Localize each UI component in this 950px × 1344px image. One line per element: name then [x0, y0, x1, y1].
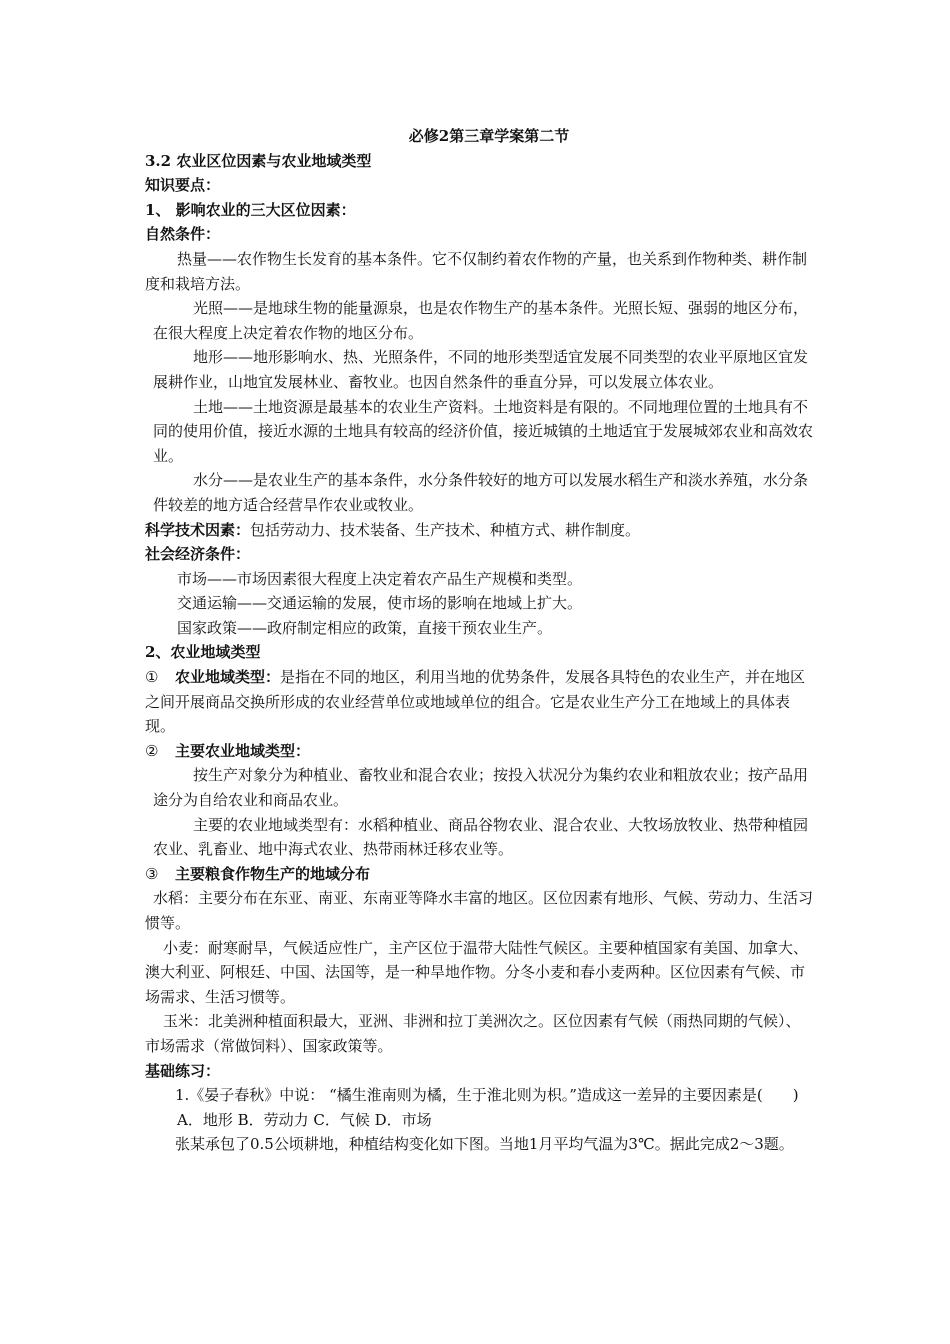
question-1: 1.《晏子春秋》中说： “橘生淮南则为橘，生于淮北则为枳。”造成这一差异的主要因素是( ): [175, 1086, 799, 1105]
question-2-intro: 张某承包了0.5公顷耕地，种植结构变化如下图。当地1月平均气温为3℃。据此完成2～3题。: [175, 1135, 794, 1154]
main-types-heading: [145, 739, 813, 764]
knowledge-heading: 知识要点：: [145, 176, 221, 195]
land-paragraph: 土地——土地资源是最基本的农业生产资料。土地资料是有限的。不同地理位置的土地具有不同的使用价值，接近水源的土地具有较高的经济价值，接近城镇的土地适宜于发展城郊农业和高效农业。: [153, 397, 814, 465]
rice-paragraph: 水稻：主要分布在东亚、南亚、东南亚等降水丰富的地区。区位因素有地形、气候、劳动力、生活习惯等。: [145, 889, 814, 932]
circle-one-marker: ①: [145, 668, 159, 687]
market-line: 市场——市场因素很大程度上决定着农产品生产规模和类型。: [177, 569, 583, 588]
grain-label: 主要粮食作物生产的地域分布: [175, 864, 371, 883]
agri-type-text: 是指在不同的地区，利用当地的优势条件，发展各具特色的农业生产，并在地区之间开展商品交换所形成的农业经营单位或地域单位的组合。它是农业生产分工在地域上的具体表现。: [145, 668, 806, 736]
question-1-options: A．地形 B．劳动力 C．气候 D．市场: [177, 1110, 432, 1129]
policy-line: 国家政策——政府制定相应的政策，直接干预农业生产。: [177, 618, 553, 637]
main-types-label: 主要农业地域类型：: [175, 741, 311, 760]
tech-paragraph: [145, 518, 813, 543]
document-body: [145, 124, 813, 1157]
section1-heading: 1、 影响农业的三大区位因素：: [145, 200, 356, 219]
agri-type-definition: [145, 665, 813, 739]
tech-label: 科学技术因素：: [145, 520, 251, 539]
section2-heading: 2、农业地域类型: [145, 643, 261, 662]
practice-heading: 基础练习：: [145, 1061, 221, 1080]
wheat-paragraph: 小麦：耐寒耐旱，气候适应性广，主产区位于温带大陆性气候区。主要种植国家有美国、加拿大、澳大利亚、阿根廷、中国、法国等，是一种旱地作物。分冬小麦和春小麦两种。区位因素有气候、市场需求、生活习惯等。: [145, 938, 809, 1006]
circle-two-marker: ②: [145, 741, 159, 760]
social-conditions-heading: 社会经济条件：: [145, 545, 251, 564]
corn-paragraph: 玉米：北美洲种植面积最大，亚洲、非洲和拉丁美洲次之。区位因素有气候（雨热同期的气候）、市场需求（常做饲料）、国家政策等。: [145, 1012, 801, 1055]
agri-type-label: 农业地域类型：: [175, 668, 281, 687]
terrain-paragraph: 地形——地形影响水、热、光照条件，不同的地形类型适宜发展不同类型的农业平原地区宜发展耕作业，山地宜发展林业、畜牧业。也因自然条件的垂直分异，可以发展立体农业。: [153, 348, 809, 391]
tech-text: 包括劳动力、技术装备、生产技术、种植方式、耕作制度。: [250, 520, 641, 539]
water-paragraph: 水分——是农业生产的基本条件，水分条件较好的地方可以发展水稻生产和淡水养殖，水分条件较差的地方适合经营旱作农业或牧业。: [153, 471, 809, 514]
circle-three-marker: ③: [145, 864, 159, 883]
main-types-paragraph: 主要的农业地域类型有：水稻种植业、商品谷物农业、混合农业、大牧场放牧业、热带种植园农业、乳畜业、地中海式农业、热带雨林迁移农业等。: [153, 815, 809, 859]
heat-paragraph: 热量——农作物生长发育的基本条件。它不仅制约着农作物的产量，也关系到作物种类、耕作制度和栽培方法。: [145, 249, 808, 293]
light-paragraph: 光照——是地球生物的能量源泉，也是农作物生产的基本条件。光照长短、强弱的地区分布，在很大程度上决定着农作物的地区分布。: [153, 299, 809, 342]
grain-heading: [145, 862, 813, 887]
natural-conditions-heading: 自然条件：: [145, 225, 221, 244]
section-subtitle: 3.2 农业区位因素与农业地域类型: [145, 151, 372, 170]
transport-line: 交通运输——交通运输的发展，使市场的影响在地域上扩大。: [177, 594, 583, 613]
doc-title: 必修2第三章学案第二节: [408, 127, 570, 145]
classification-paragraph: 按生产对象分为种植业、畜牧业和混合农业；按投入状况分为集约农业和粗放农业；按产品用途分为自给农业和商品农业。: [153, 766, 809, 810]
